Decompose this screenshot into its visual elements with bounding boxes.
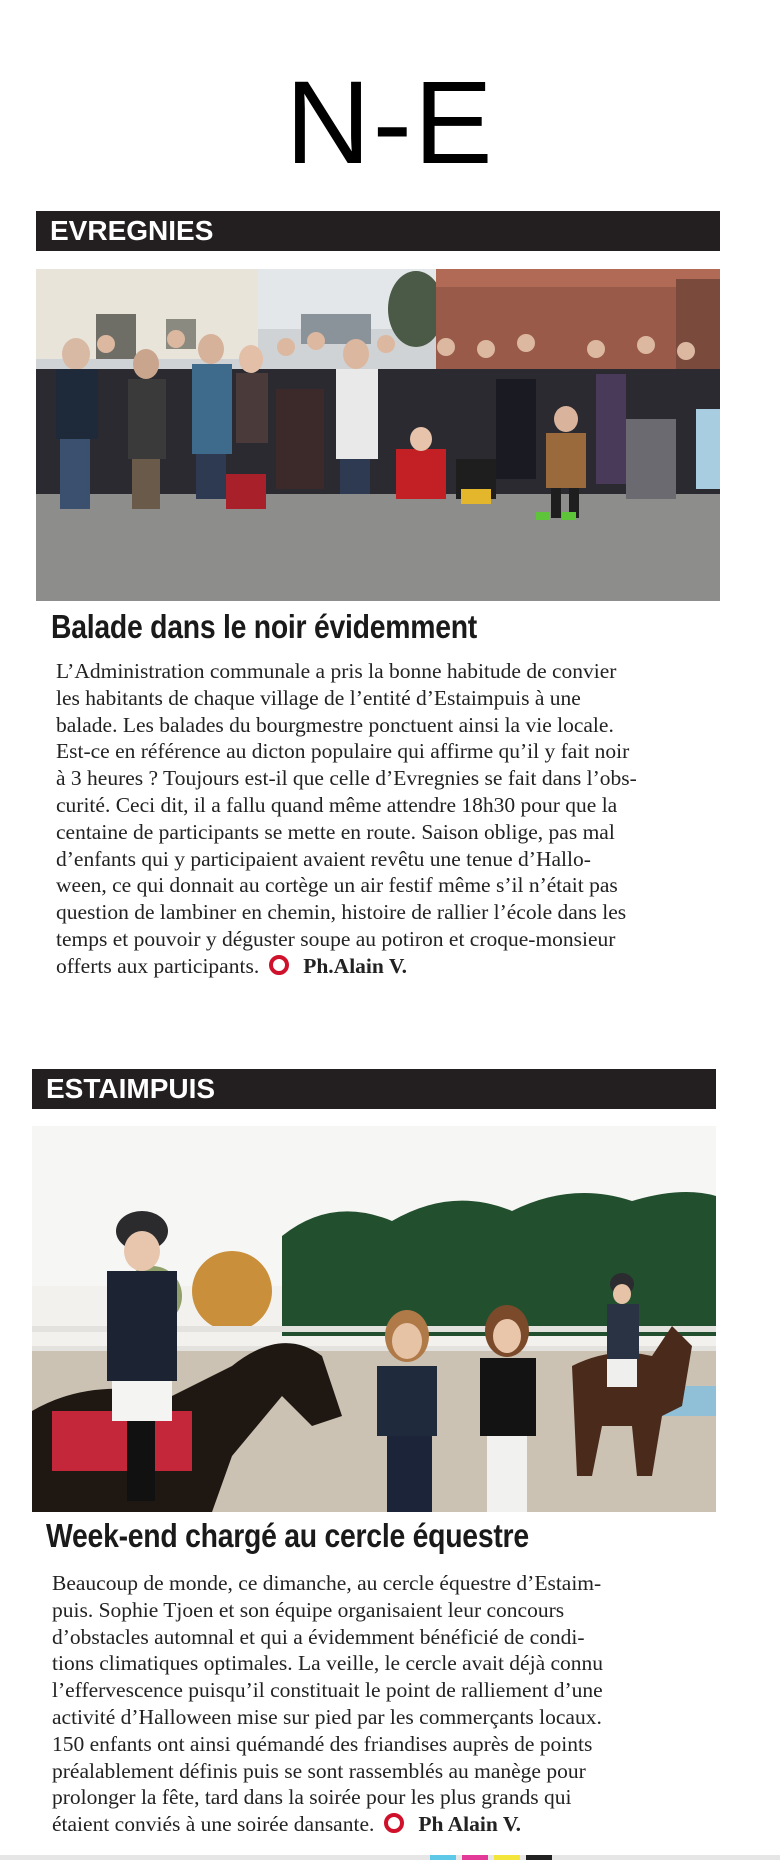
- body-line: activité d’Halloween mise sur pied par les commerçants locaux.: [52, 1704, 602, 1729]
- body-line: les habitants de chaque village de l’entité d’Estaimpuis à une: [56, 685, 581, 710]
- body-line: curité. Ceci dit, il a fallu quand même attendre 18h30 pour que la: [56, 792, 618, 817]
- body-line: préalablement définis puis se sont rassemblés au manège pour: [52, 1758, 586, 1783]
- article-photo-equestrian: [32, 1126, 716, 1512]
- body-line: Est-ce en référence au dicton populaire qui affirme qu’il y fait noir: [56, 739, 630, 764]
- photo-credit: Ph.Alain V.: [303, 953, 407, 978]
- body-line: ween, ce qui donnait au cortège un air festif même s’il n’était pas: [56, 873, 618, 898]
- body-line: temps et pouvoir y déguster soupe au potiron et croque-monsieur: [56, 926, 616, 951]
- page-bottom-edge: [0, 1855, 780, 1860]
- body-line: tions climatiques optimales. La veille, le cercle avait déjà connu: [52, 1651, 604, 1676]
- body-line: Beaucoup de monde, ce dimanche, au cercle équestre d’Estaim-: [52, 1571, 602, 1595]
- section-header-estaimpuis: ESTAIMPUIS: [32, 1069, 716, 1109]
- body-line: balade. Les balades du bourgmestre ponctuent ainsi la vie locale.: [56, 712, 614, 737]
- article-headline: Balade dans le noir évidemment: [51, 608, 477, 645]
- print-registration-mark: [430, 1855, 456, 1860]
- print-registration-mark: [494, 1855, 520, 1860]
- body-last-line: [52, 1811, 716, 1838]
- body-line: à 3 heures ? Toujours est-il que celle d’Evregnies se fait dans l’obs-: [56, 766, 637, 791]
- body-line: L’Administration communale a pris la bonne habitude de convier: [56, 659, 617, 683]
- article-body: [56, 658, 716, 980]
- photo-credit: Ph Alain V.: [418, 1812, 521, 1837]
- body-line: puis. Sophie Tjoen et son équipe organisaient leur concours: [52, 1597, 565, 1622]
- body-line: question de lambiner en chemin, histoire de rallier l’école dans les: [56, 900, 627, 925]
- print-registration-mark: [462, 1855, 488, 1860]
- article-photo-group: [36, 269, 720, 601]
- last-line-text: étaient conviés à une soirée dansante.: [52, 1812, 375, 1837]
- article-body: [52, 1570, 716, 1838]
- masthead-logo: N-E: [285, 57, 495, 189]
- body-line: l’effervescence puisqu’il constituait le point de ralliement d’une: [52, 1678, 603, 1703]
- body-line: 150 enfants ont ainsi quémandé des friandises auprès de points: [52, 1731, 593, 1756]
- section-header-evregnies: EVREGNIES: [36, 211, 720, 251]
- body-line: d’obstacles automnal et qui a évidemment bénéficié de condi-: [52, 1624, 585, 1649]
- print-registration-mark: [526, 1855, 552, 1860]
- photo-credit-marker-icon: [269, 955, 289, 975]
- body-line: centaine de participants se mette en route. Saison oblige, pas mal: [56, 819, 615, 844]
- last-line-text: offerts aux participants.: [56, 953, 260, 978]
- photo-credit-marker-icon: [384, 1813, 404, 1833]
- article-headline: Week-end chargé au cercle équestre: [46, 1517, 529, 1554]
- body-line: prolonger la fête, tard dans la soirée pour les plus grands qui: [52, 1785, 572, 1810]
- body-last-line: [56, 953, 716, 980]
- body-line: d’enfants qui y participaient avaient revêtu une tenue d’Hallo-: [56, 846, 591, 871]
